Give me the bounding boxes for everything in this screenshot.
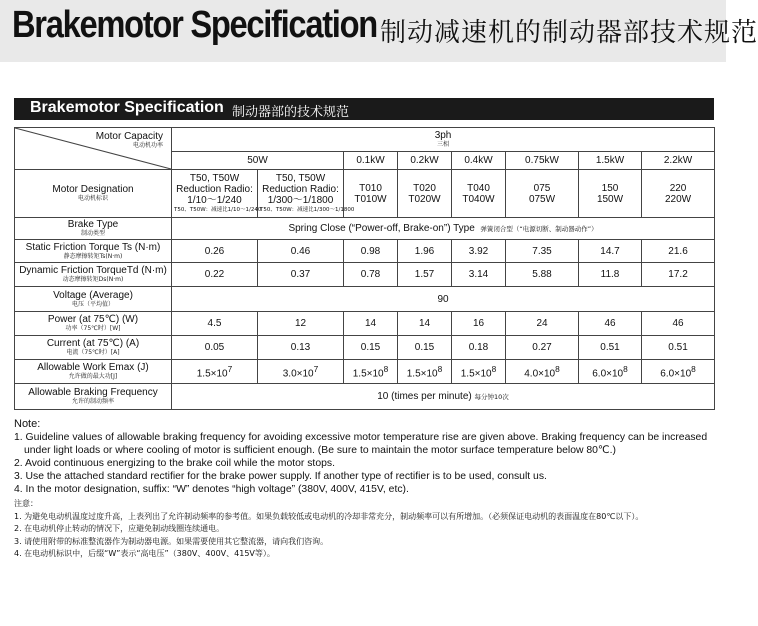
work-mantissa: 3.0×10: [282, 368, 314, 380]
designation-line: 1/10～1/240: [187, 195, 242, 206]
designation-line: 220W: [664, 193, 692, 205]
row-header-power: [15, 312, 172, 336]
work-exponent: 8: [691, 363, 696, 374]
power-label: Power (at 75℃) (W): [47, 314, 139, 325]
value-cell: 5.88: [506, 263, 579, 287]
brake-type-text: Spring Close (“Power-off, Brake-on”) Type: [288, 222, 475, 234]
voltage-sub: 电压（平均值）: [71, 300, 114, 308]
capacity-cell: 50W: [172, 152, 344, 170]
section-header: [14, 98, 714, 120]
work-mantissa: 1.5×10: [460, 368, 492, 380]
row-header-dynamic-torque: [15, 263, 172, 287]
table-row: [15, 287, 715, 312]
value-cell: 46: [579, 312, 642, 336]
static-torque-label: Static Friction Torque Ts (N·m): [25, 241, 161, 253]
row-header-frequency: [15, 384, 172, 410]
static-torque-sub: 静态摩擦转矩Ts(N·m): [63, 252, 123, 260]
note-cn-item: 3. 请使用附带的标准整流器作为制动器电源。如果需要使用其它整流器，请向我们咨询。: [14, 536, 329, 546]
note-cn-item: 4. 在电动机标识中，后缀“W”表示“高电压”（380V、400V、415V等）。: [14, 549, 275, 558]
value-cell: 0.26: [172, 240, 258, 263]
designation-line: 075: [533, 182, 551, 194]
phase-sub: 三相: [437, 141, 450, 148]
work-label: Allowable Work Emax (J): [37, 362, 149, 373]
designation-cell: [642, 170, 715, 218]
value-cell: 0.15: [398, 336, 452, 360]
value-cell: [506, 360, 579, 384]
note-item: 4. In the motor designation, suffix: “W” denotes “high voltage” (380V, 400V, 415V, etc).: [14, 484, 409, 495]
value-cell: 16: [452, 312, 506, 336]
work-exponent: 7: [227, 363, 233, 374]
designation-line: 150W: [596, 193, 624, 205]
designation-cell: [172, 170, 262, 218]
dynamic-torque-label: Dynamic Friction TorqueTd (N·m): [19, 265, 167, 276]
value-cell: 0.46: [258, 240, 344, 263]
dynamic-torque-sub: 动态摩擦转矩Ds(N·m): [62, 276, 124, 283]
work-exponent: 8: [491, 363, 497, 374]
banner-title-cn: 制动减速机的制动器部技术规范: [380, 18, 758, 48]
table-row: [15, 170, 715, 218]
value-cell: 0.37: [258, 263, 344, 287]
notes-heading: Note:: [14, 418, 41, 430]
frequency-text-cn: 每分钟10次: [474, 392, 509, 401]
capacity-cell: 0.2kW: [398, 152, 452, 170]
capacity-cell: 0.4kW: [452, 152, 506, 170]
designation-cell: [452, 170, 506, 218]
table-row: [15, 360, 715, 384]
current-sub: 电流（75℃时）[A]: [66, 349, 120, 356]
designation-note: T50、T50W：减速比1/300～1/1800: [260, 207, 355, 213]
table-row: [15, 240, 715, 263]
notes-cn-heading: 注意：: [14, 499, 38, 508]
value-cell: [579, 360, 642, 384]
designation-line: T50, T50W: [275, 173, 326, 184]
value-cell: [344, 360, 398, 384]
power-sub: 功率（75℃时）[W]: [65, 325, 121, 332]
frequency-label: Allowable Braking Frequency: [28, 387, 158, 398]
brake-type-value: [172, 218, 715, 240]
value-cell: [258, 360, 344, 384]
note-cn-item: 1. 为避免电动机温度过度升高，上表列出了允许制动频率的参考值。如果负载较低或电动机的冷却非常充分，制动频率可以有所增加。（必须保证电动机的表面温度在80℃以下）。: [14, 511, 644, 521]
work-exponent: 8: [555, 363, 560, 374]
value-cell: 12: [258, 312, 344, 336]
designation-line: Reduction Radio:: [176, 184, 253, 195]
motor-capacity-sub: 电动机功率: [132, 142, 163, 149]
value-cell: 0.13: [258, 336, 344, 360]
value-cell: 1.57: [398, 263, 452, 287]
row-header-brake-type: [15, 218, 172, 240]
spec-table: [14, 127, 715, 410]
value-cell: 0.15: [344, 336, 398, 360]
notes-cn: [14, 498, 720, 561]
work-exponent: 7: [313, 363, 319, 374]
table-row: [15, 218, 715, 240]
table-row: [15, 263, 715, 287]
designation-label: Motor Designation: [52, 184, 134, 195]
row-header-voltage: [15, 287, 172, 312]
value-cell: 17.2: [642, 263, 715, 287]
designation-line: T010W: [354, 193, 387, 205]
row-header-designation: [15, 170, 172, 218]
work-mantissa: 4.0×10: [524, 368, 556, 380]
frequency-text: 10 (times per minute): [377, 390, 472, 402]
value-cell: 1.96: [398, 240, 452, 263]
motor-capacity-label: Motor Capacity: [95, 131, 163, 142]
row-header-static-torque: [15, 240, 172, 263]
voltage-label: Voltage (Average): [53, 289, 133, 301]
phase-label: 3ph: [434, 130, 452, 141]
designation-line: Reduction Radio:: [262, 184, 339, 195]
value-cell: 0.51: [642, 336, 715, 360]
table-row: [15, 384, 715, 410]
notes-en: [14, 418, 720, 496]
section-title-cn: 制动器部的技术规范: [232, 105, 350, 120]
value-cell: [452, 360, 506, 384]
capacity-cell: 0.1kW: [344, 152, 398, 170]
designation-line: 150: [601, 182, 619, 194]
value-cell: 0.51: [579, 336, 642, 360]
designation-sub: 电动机标识: [77, 195, 108, 202]
designation-line: T50, T50W: [189, 173, 240, 184]
value-cell: 46: [642, 312, 715, 336]
corner-header: [15, 128, 172, 170]
current-label: Current (at 75℃) (A): [46, 338, 140, 349]
value-cell: 21.6: [642, 240, 715, 263]
section-title: Brakemotor Specification: [30, 99, 224, 116]
table-row: [15, 128, 715, 152]
table-row: [15, 336, 715, 360]
row-header-work: [15, 360, 172, 384]
work-exponent: 8: [383, 363, 389, 374]
value-cell: 0.78: [344, 263, 398, 287]
designation-cell: [398, 170, 452, 218]
value-cell: [398, 360, 452, 384]
value-cell: 3.14: [452, 263, 506, 287]
capacity-cell: 0.75kW: [506, 152, 579, 170]
value-cell: 14: [344, 312, 398, 336]
work-exponent: 8: [623, 363, 628, 374]
value-cell: 11.8: [579, 263, 642, 287]
note-item: 3. Use the attached standard rectifier for the brake power supply. If another type of rectifier is to be used, consult us.: [14, 471, 547, 482]
designation-line: T040: [467, 182, 490, 194]
designation-line: T020: [413, 182, 436, 194]
work-exponent: 8: [437, 363, 443, 374]
note-cn-item: 2. 在电动机停止转动的情况下，应避免制动线圈连续通电。: [14, 524, 225, 533]
designation-line: T010: [359, 182, 382, 194]
value-cell: 7.35: [506, 240, 579, 263]
designation-line: T040W: [462, 193, 495, 205]
designation-line: 220: [669, 182, 687, 194]
brake-type-text-cn: 弹簧闭合型（“电源切断、制动器动作”）: [480, 224, 598, 233]
designation-line: 1/300～1/1800: [267, 195, 334, 206]
voltage-value: 90: [172, 287, 715, 312]
designation-cell: [506, 170, 579, 218]
value-cell: 0.27: [506, 336, 579, 360]
value-cell: 14: [398, 312, 452, 336]
value-cell: 3.92: [452, 240, 506, 263]
value-cell: 0.22: [172, 263, 258, 287]
note-item: 1. Guideline values of allowable braking frequency for avoiding excessive motor temperature rise are given above. Braking frequency can be increased under light loads or where cooling of motor is sufficient enough. (Be sure to maintain the motor surface temperature below 80℃.): [14, 432, 708, 456]
value-cell: 0.98: [344, 240, 398, 263]
brake-type-label: Brake Type: [67, 219, 119, 230]
table-row: [15, 312, 715, 336]
value-cell: [172, 360, 258, 384]
work-mantissa: 1.5×10: [352, 368, 384, 380]
brake-type-sub: 制动类型: [80, 230, 105, 237]
designation-line: 075W: [528, 193, 556, 205]
work-mantissa: 1.5×10: [406, 368, 438, 380]
banner-title: Brakemotor Specification: [12, 4, 377, 46]
note-item: 2. Avoid continuous energizing to the brake coil while the motor stops.: [14, 458, 335, 469]
frequency-sub: 允许的制动频率: [71, 398, 114, 405]
designation-cell: [258, 170, 355, 218]
phase-header: [172, 128, 715, 152]
title-banner: [0, 0, 758, 62]
work-mantissa: 1.5×10: [196, 368, 228, 380]
work-sub: 允许做的最大功[J]: [68, 373, 118, 380]
designation-note: T50、T50W：减速比1/10～1/240: [174, 207, 262, 213]
capacity-cell: 1.5kW: [579, 152, 642, 170]
value-cell: 4.5: [172, 312, 258, 336]
value-cell: [642, 360, 715, 384]
frequency-value: [172, 384, 715, 410]
value-cell: 14.7: [579, 240, 642, 263]
row-header-current: [15, 336, 172, 360]
work-mantissa: 6.0×10: [660, 368, 692, 380]
designation-line: T020W: [408, 193, 441, 205]
value-cell: 0.05: [172, 336, 258, 360]
value-cell: 24: [506, 312, 579, 336]
designation-cell: [579, 170, 642, 218]
work-mantissa: 6.0×10: [592, 368, 624, 380]
capacity-cell: 2.2kW: [642, 152, 715, 170]
value-cell: 0.18: [452, 336, 506, 360]
